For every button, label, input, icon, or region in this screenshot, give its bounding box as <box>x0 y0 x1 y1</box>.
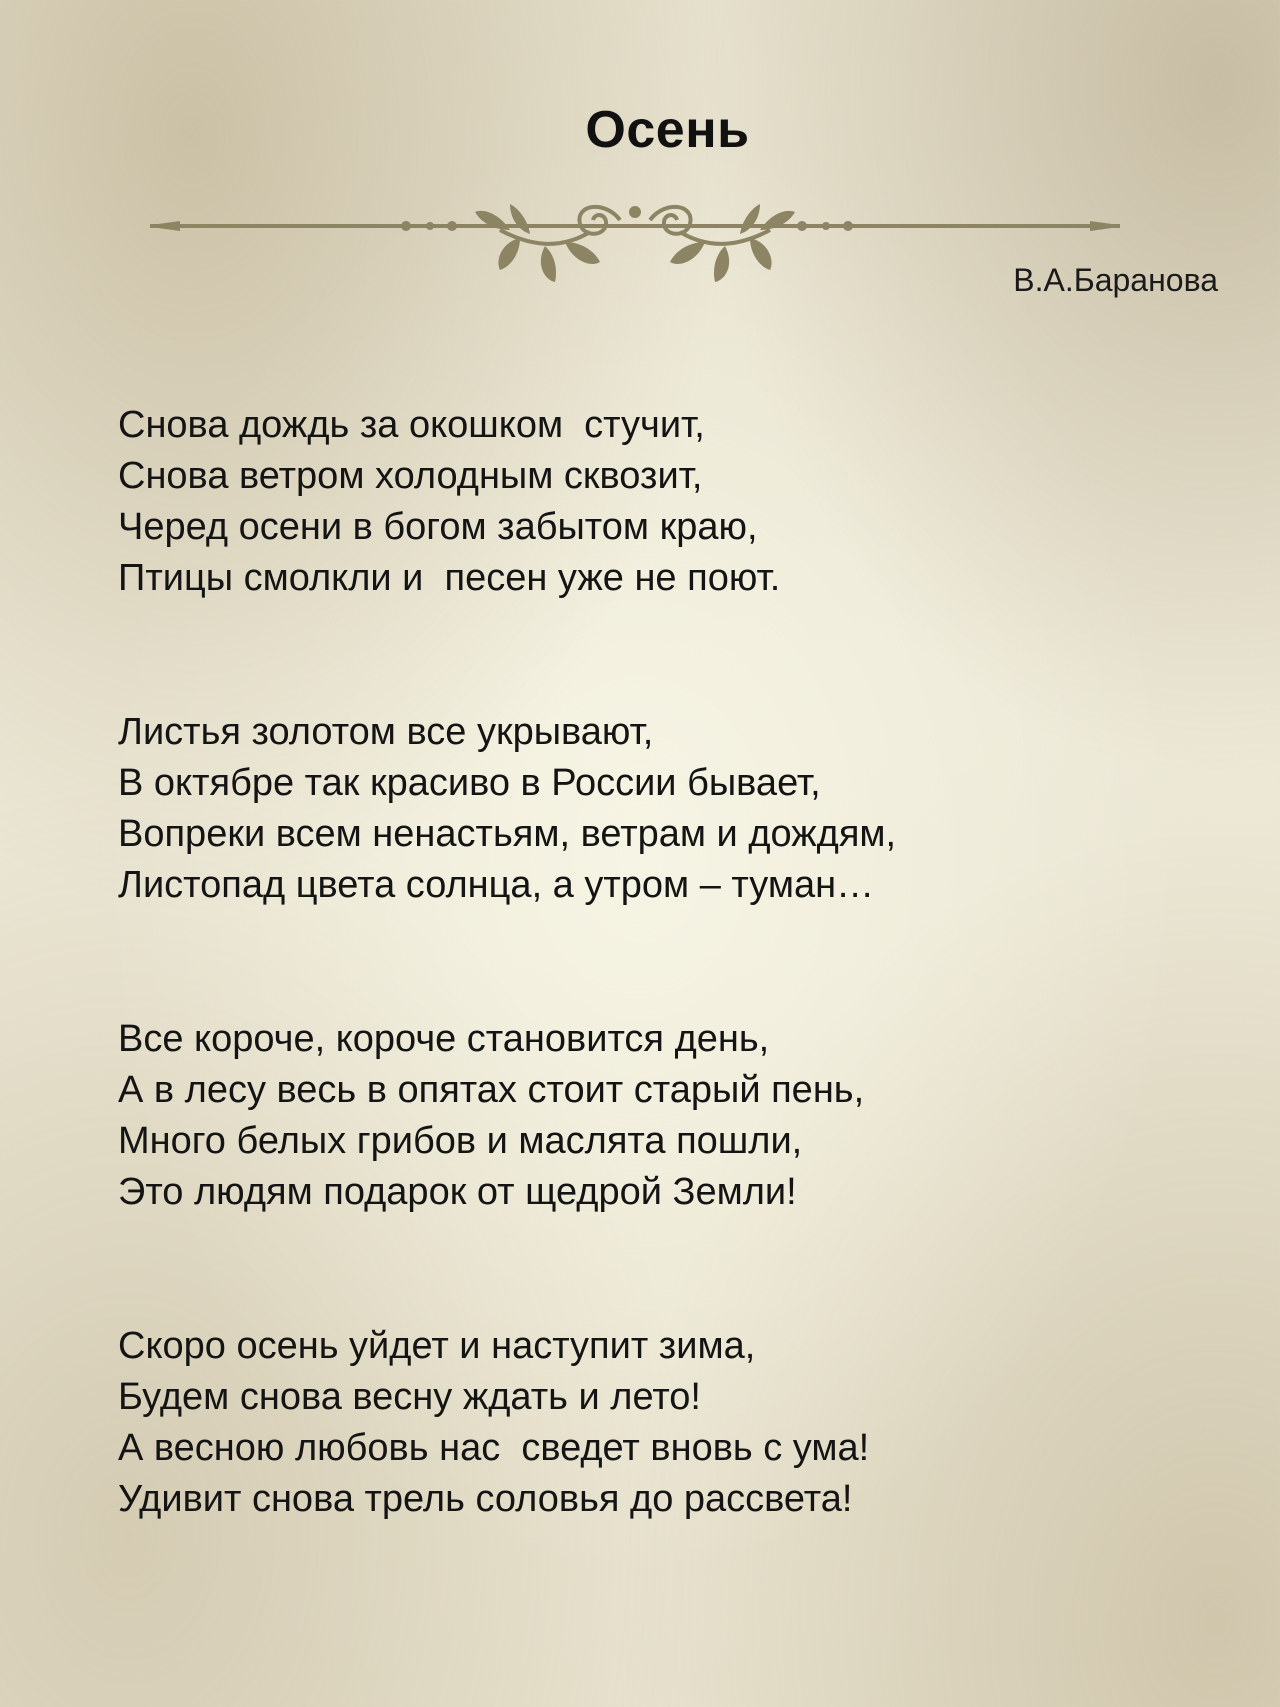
poem-line: Будем снова весну ждать и лето! <box>118 1376 701 1418</box>
poem-line: Листопад цвета солнца, а утром – туман… <box>118 864 875 906</box>
poem-line: Вопреки всем ненастьям, ветрам и дождям, <box>118 813 897 855</box>
poem-body <box>118 400 1218 1525</box>
poem-title: Осень <box>585 101 750 159</box>
poem-line: Много белых грибов и маслята пошли, <box>118 1120 803 1162</box>
poem-line: Снова ветром холодным сквозит, <box>118 455 703 497</box>
vine-divider-icon <box>150 190 1120 290</box>
poem-line: Все короче, короче становится день, <box>118 1018 770 1060</box>
poem-line: Это людям подарок от щедрой Земли! <box>118 1171 797 1213</box>
poem-line: В октябре так красиво в России бывает, <box>118 762 821 804</box>
poem-line: Черед осени в богом забытом краю, <box>118 506 758 548</box>
poem-line: Листья золотом все укрывают, <box>118 711 654 753</box>
stanza-2 <box>118 707 1218 911</box>
poem-line: Удивит снова трель соловья до рассвета! <box>118 1478 853 1520</box>
poem-author: В.А.Баранова <box>1013 262 1218 298</box>
stanza-1 <box>118 400 1218 604</box>
poem-line: Птицы смолкли и песен уже не поют. <box>118 557 781 599</box>
poem-line: А весною любовь нас сведет вновь с ума! <box>118 1427 870 1469</box>
stanza-3 <box>118 1014 1218 1218</box>
poem-line: А в лесу весь в опятах стоит старый пень, <box>118 1069 865 1111</box>
stanza-4 <box>118 1321 1218 1525</box>
poem-line: Скоро осень уйдет и наступит зима, <box>118 1325 756 1367</box>
poem-line: Снова дождь за окошком стучит, <box>118 404 705 446</box>
